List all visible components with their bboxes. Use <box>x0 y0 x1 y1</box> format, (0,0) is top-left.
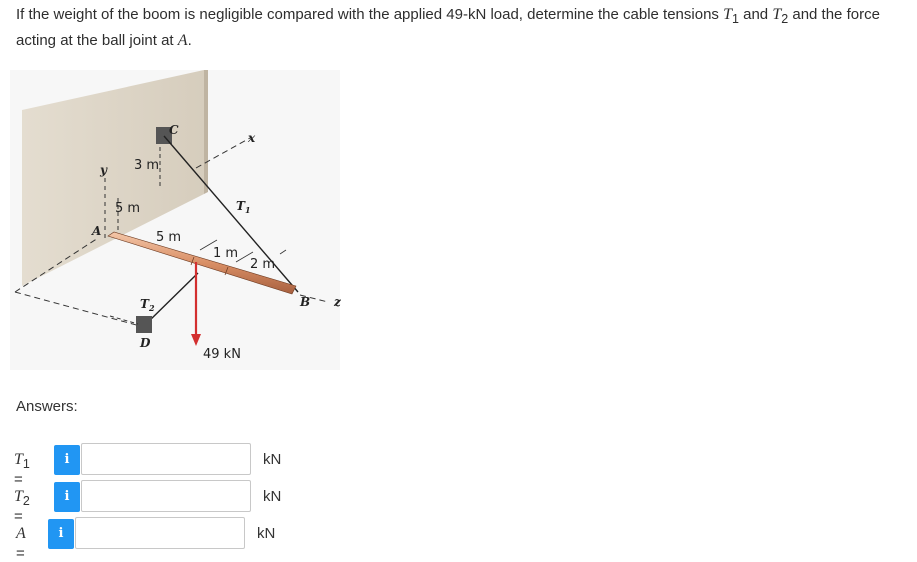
question-t2-symbol: T <box>772 6 782 23</box>
label-a: A <box>92 224 102 238</box>
question-t2-subscript: 2 <box>781 12 789 26</box>
question-part1: If the weight of the boom is negligible compared with the applied 49-kN load, determine the cable tensions <box>16 6 724 23</box>
answer-label-a <box>16 525 26 562</box>
info-icon[interactable]: i <box>54 445 80 475</box>
answer-symbol-t1: T <box>14 451 23 468</box>
answer-sub-t2: 2 <box>22 494 30 508</box>
answer-label-t1 <box>14 451 30 488</box>
answer-eq-t1: = <box>14 471 23 488</box>
answer-symbol-a: A <box>16 525 26 542</box>
a-input[interactable] <box>75 517 245 549</box>
label-c: C <box>169 123 179 137</box>
answer-eq-t2: = <box>14 508 23 525</box>
label-load: 49 kN <box>203 347 241 362</box>
label-z: z <box>334 295 341 309</box>
label-y: y <box>100 163 107 177</box>
label-x: x <box>248 131 256 145</box>
question-text <box>16 4 911 51</box>
label-b: B <box>300 295 311 309</box>
answer-sub-t1: 1 <box>22 457 30 471</box>
label-dim-5m-b: 5 m <box>156 230 182 245</box>
label-dim-1m: 1 m <box>213 246 239 261</box>
answer-symbol-t2: T <box>14 488 23 505</box>
t2-input[interactable] <box>81 480 251 512</box>
label-d: D <box>140 336 151 350</box>
answer-label-t2 <box>14 488 30 525</box>
label-t1: $T_1$ <box>236 199 251 215</box>
info-icon[interactable]: i <box>48 519 74 549</box>
unit-label-a: kN <box>257 525 276 542</box>
unit-label-t2: kN <box>263 488 282 505</box>
answer-eq-a: = <box>16 545 25 562</box>
question-t1-symbol: T <box>723 6 732 23</box>
label-t2: $T_2$ <box>140 297 155 313</box>
label-dim-3m: 3 m <box>134 158 160 173</box>
info-icon[interactable]: i <box>54 482 80 512</box>
question-and: and <box>738 6 773 23</box>
label-dim-5m-a: 5 m <box>115 201 141 216</box>
boom-diagram <box>10 70 340 370</box>
question-t1-subscript: 1 <box>732 12 739 26</box>
question-end: . <box>187 32 192 49</box>
bracket-d <box>136 316 152 333</box>
wall-edge <box>204 70 208 194</box>
label-dim-2m: 2 m <box>250 257 276 272</box>
question-a-symbol: A <box>177 32 188 49</box>
unit-label-t1: kN <box>263 451 282 468</box>
question-part2: and the force acting at the ball joint at <box>16 6 880 49</box>
answers-heading: Answers: <box>16 398 78 415</box>
t1-input[interactable] <box>81 443 251 475</box>
